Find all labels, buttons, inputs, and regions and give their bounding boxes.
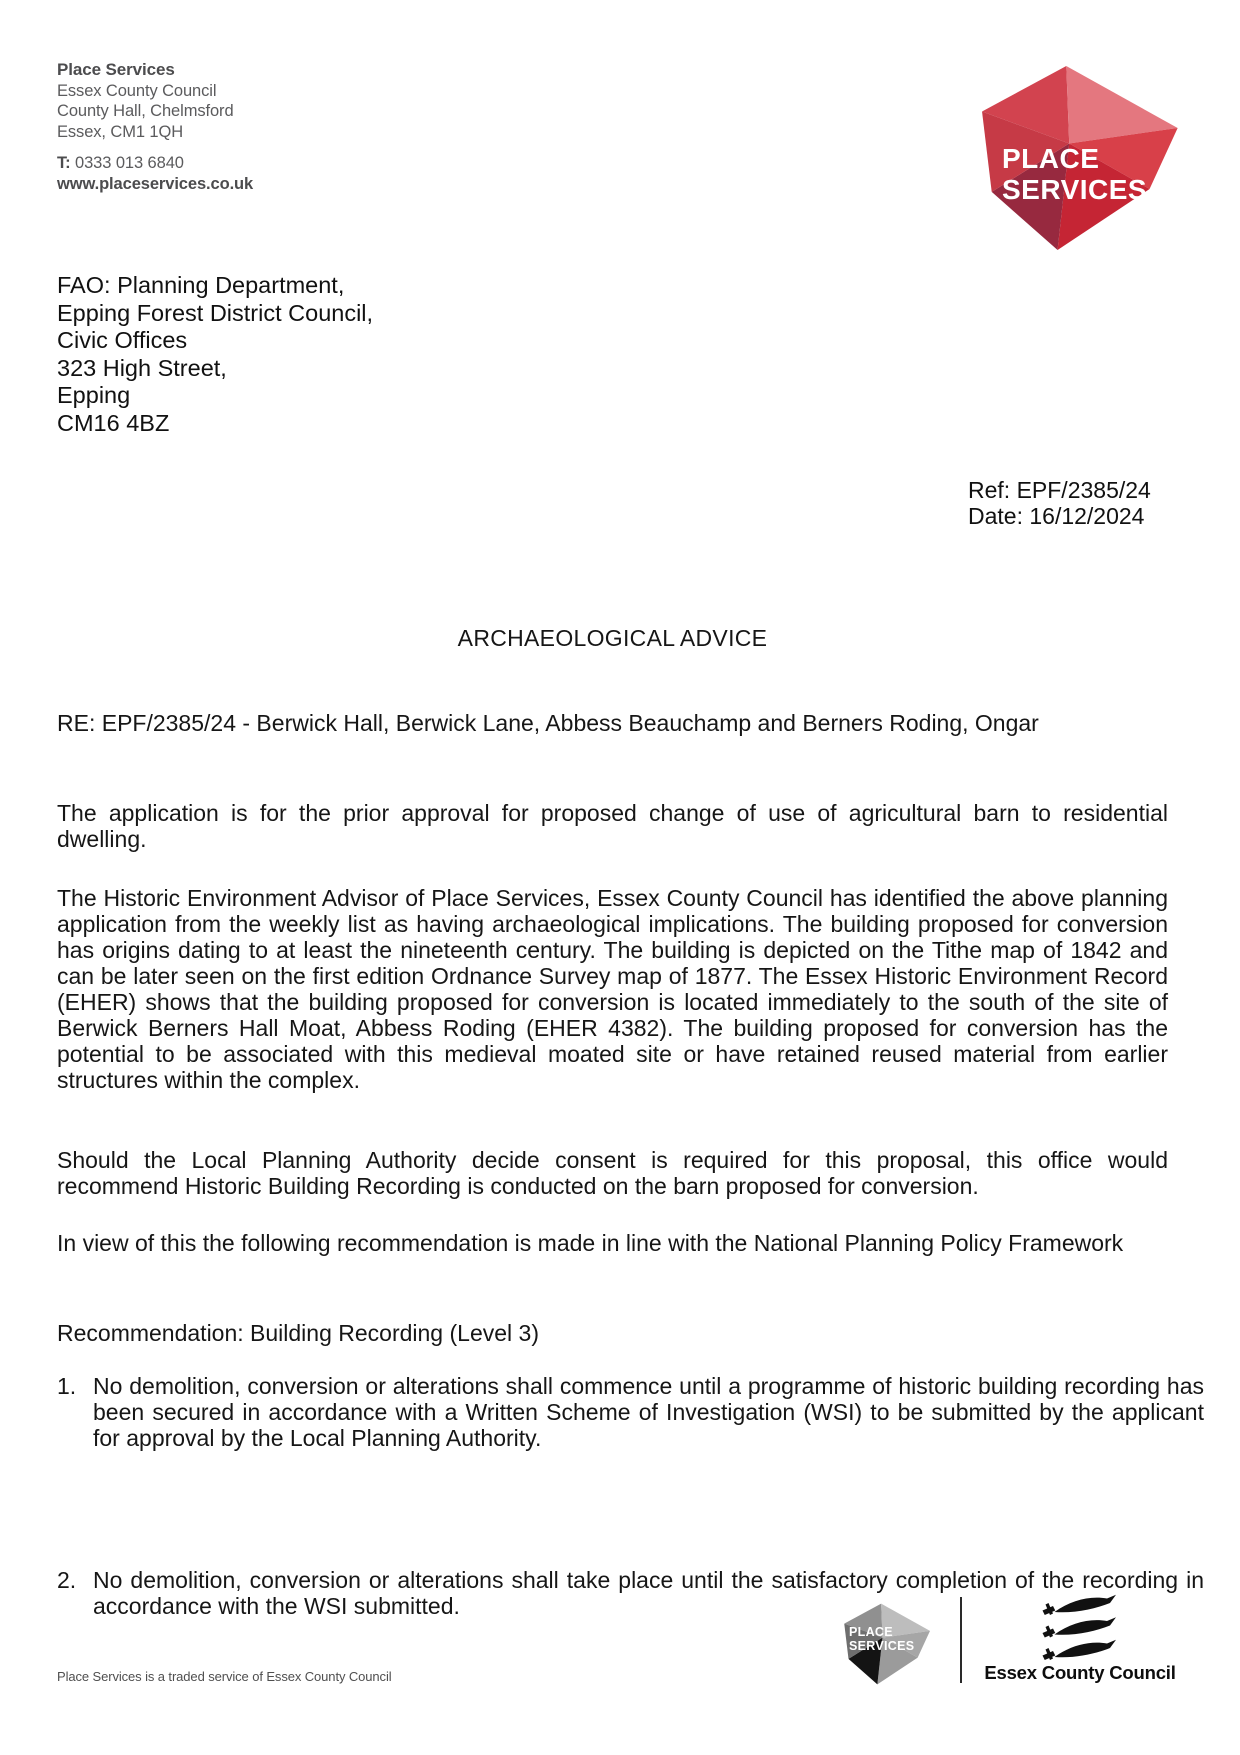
item-text: No demolition, conversion or alterations shall commence until a programme of historic building recording has been secured in accordance with a Written Scheme of Investigation (WSI) to be submitted by the applicant for approval by the Local Planning Authority. — [93, 1373, 1204, 1451]
body-paragraph: In view of this the following recommendation is made in line with the National Planning Policy Framework — [57, 1230, 1124, 1256]
essex-seaxes-icon — [1041, 1594, 1119, 1660]
sender-line: Essex, CM1 1QH — [57, 122, 184, 141]
item-number: 1. — [57, 1373, 77, 1399]
place-services-logo — [970, 66, 1180, 250]
body-paragraph: Should the Local Planning Authority decide consent is required for this proposal, this office would recommend Historic Building Recording is conducted on the barn proposed for conversion. — [57, 1147, 1168, 1199]
recipient-line: 323 High Street, — [57, 354, 227, 381]
recipient-line: Civic Offices — [57, 327, 188, 353]
recipient-address — [57, 272, 373, 437]
item-number: 2. — [57, 1567, 77, 1593]
ref-date-block — [968, 477, 1151, 529]
letter-title: ARCHAEOLOGICAL ADVICE — [457, 625, 768, 651]
ref-number: Ref: EPF/2385/24 — [968, 477, 1151, 503]
logo-wordmark: PLACE SERVICES — [1002, 143, 1148, 205]
footer-logo-wordmark: PLACE SERVICES — [849, 1625, 915, 1653]
body-paragraph: The application is for the prior approval for proposed change of use of agricultural barn to residential dwelling. — [57, 800, 1168, 852]
recipient-line: Epping — [57, 382, 131, 408]
footer-divider — [960, 1597, 962, 1683]
sender-name: Place Services — [57, 60, 175, 79]
recipient-line: CM16 4BZ — [57, 409, 170, 436]
sender-line: County Hall, Chelmsford — [57, 102, 234, 120]
sender-line: Essex County Council — [57, 81, 217, 100]
footer-place-services-logo — [840, 1602, 930, 1686]
sender-address — [57, 60, 253, 194]
recommendation-heading: Recommendation: Building Recording (Level 3) — [57, 1320, 539, 1346]
footer-note: Place Services is a traded service of Essex County Council — [57, 1669, 392, 1684]
essex-logo-text: Essex County Council — [984, 1662, 1176, 1683]
item-text: No demolition, conversion or alterations shall take place until the satisfactory completion of the recording in accordance with the WSI submitted. — [93, 1567, 1204, 1619]
numbered-item — [57, 1373, 1204, 1451]
letter-date: Date: 16/12/2024 — [968, 503, 1145, 529]
re-line: RE: EPF/2385/24 - Berwick Hall, Berwick Lane, Abbess Beauchamp and Berners Roding, Ongar — [57, 710, 1039, 736]
recipient-line: Epping Forest District Council, — [57, 299, 374, 326]
essex-county-council-logo — [985, 1594, 1175, 1684]
body-paragraph: The Historic Environment Advisor of Place Services, Essex County Council has identified the above planning application from the weekly list as having archaeological implications. The building proposed for conversion has origins dating to at least the nineteenth century. The building is depicted on the Tithe map of 1842 and can be later seen on the first edition Ordnance Survey map of 1877. The Essex Historic Environment Record (EHER) shows that the building proposed for conversion is located immediately to the south of the site of Berwick Berners Hall Moat, Abbess Roding (EHER 4382). The building proposed for conversion has the potential to be associated with this medieval moated site or have retained reused material from earlier structures within the complex. — [57, 885, 1168, 1093]
sender-phone: T: 0333 013 6840 — [57, 154, 184, 172]
recipient-line: FAO: Planning Department, — [57, 272, 345, 298]
sender-website: www.placeservices.co.uk — [57, 174, 254, 193]
